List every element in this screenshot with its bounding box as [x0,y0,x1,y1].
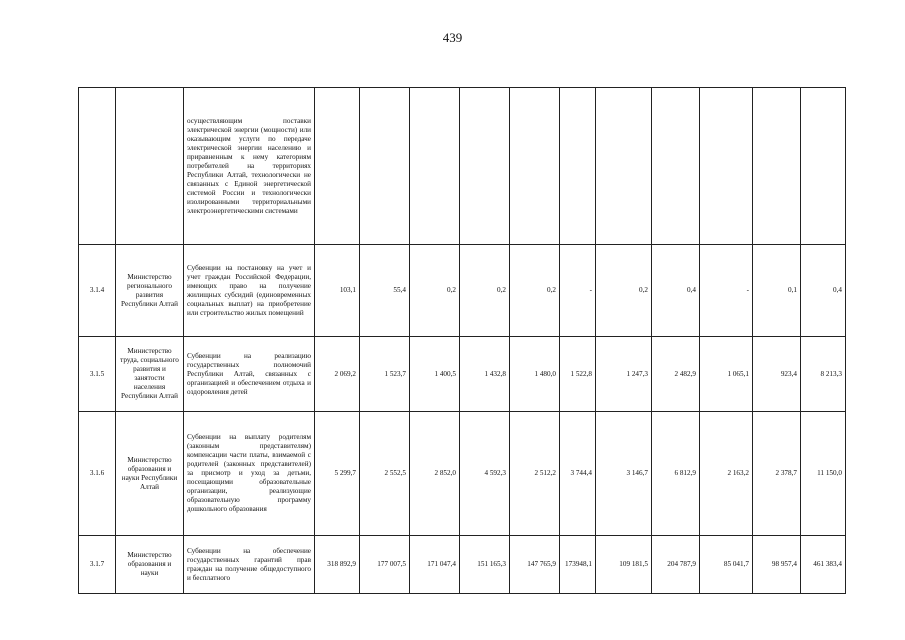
value-cell [315,88,360,245]
value-cell: 5 299,7 [315,412,360,536]
value-cell: 2 378,7 [753,412,801,536]
value-cell: 0,4 [652,245,700,337]
row-organization: Министерство регионального развития Республики Алтай [116,245,184,337]
value-cell: 3 146,7 [596,412,652,536]
value-cell [510,88,560,245]
table-row [79,536,846,594]
page-number: 439 [442,30,463,45]
value-cell: 1 523,7 [360,337,410,412]
value-cell: 204 787,9 [652,536,700,594]
value-cell: 923,4 [753,337,801,412]
table-row [79,88,846,245]
value-cell: 0,2 [460,245,510,337]
value-cell: 85 041,7 [700,536,753,594]
table-row [79,412,846,536]
value-cell [560,88,596,245]
value-cell: 2 163,2 [700,412,753,536]
value-cell: 98 957,4 [753,536,801,594]
value-cell: 2 552,5 [360,412,410,536]
row-organization: Министерство труда, социального развития и занятости населения Республики Алтай [116,337,184,412]
row-description: осуществляющим поставки электрической энергии (мощности) или оказывающим услуги по передаче электрической энергии населению и приравненным к нему категориям потребителей на территориях Республики Алтай, технологически не связанных с Единой энергетической системой России и технологически изолированными территориальными электроэнергетическими системами [184,88,315,245]
value-cell: 177 007,5 [360,536,410,594]
value-cell: 1 400,5 [410,337,460,412]
value-cell [596,88,652,245]
row-code: 3.1.4 [79,245,116,337]
value-cell: 461 383,4 [801,536,846,594]
row-description: Субвенции на реализацию государственных полномочий Республики Алтай, связанных с организацией и обеспечением отдыха и оздоровления детей [184,337,315,412]
value-cell: 0,2 [410,245,460,337]
table-body [79,88,846,594]
row-description: Субвенции на выплату родителям (законным представителям) компенсации части платы, взимаемой с родителей (законных представителей) за присмотр и уход за детьми, посещающими образовательные организации, реализующие образовательную программу дошкольного образования [184,412,315,536]
row-description: Субвенции на постановку на учет и учет граждан Российской Федерации, имеющих право на получение жилищных субсидий (единовременных социальных выплат) на приобретение или строительство жилых помещений [184,245,315,337]
value-cell: 1 522,8 [560,337,596,412]
value-cell [700,88,753,245]
value-cell [652,88,700,245]
value-cell: 2 512,2 [510,412,560,536]
row-code: 3.1.6 [79,412,116,536]
value-cell: 0,4 [801,245,846,337]
value-cell: 151 165,3 [460,536,510,594]
table-row [79,337,846,412]
row-code [79,88,116,245]
row-code: 3.1.7 [79,536,116,594]
value-cell: 0,1 [753,245,801,337]
value-cell: 2 482,9 [652,337,700,412]
value-cell [460,88,510,245]
row-code: 3.1.5 [79,337,116,412]
budget-table [78,87,846,594]
value-cell: 3 744,4 [560,412,596,536]
value-cell: 1 480,0 [510,337,560,412]
row-organization: Министерство образования и науки [116,536,184,594]
value-cell: 173948,1 [560,536,596,594]
value-cell: 4 592,3 [460,412,510,536]
value-cell: 0,2 [510,245,560,337]
value-cell [801,88,846,245]
value-cell [410,88,460,245]
value-cell: 2 069,2 [315,337,360,412]
value-cell [360,88,410,245]
value-cell: - [700,245,753,337]
value-cell: 1 065,1 [700,337,753,412]
value-cell: 8 213,3 [801,337,846,412]
value-cell: 0,2 [596,245,652,337]
value-cell: 147 765,9 [510,536,560,594]
value-cell: 1 432,8 [460,337,510,412]
value-cell [753,88,801,245]
table-row [79,245,846,337]
row-organization [116,88,184,245]
value-cell: 2 852,0 [410,412,460,536]
value-cell: 11 150,0 [801,412,846,536]
value-cell: 103,1 [315,245,360,337]
value-cell: 6 812,9 [652,412,700,536]
value-cell: - [560,245,596,337]
value-cell: 171 047,4 [410,536,460,594]
value-cell: 318 892,9 [315,536,360,594]
value-cell: 109 181,5 [596,536,652,594]
value-cell: 1 247,3 [596,337,652,412]
row-description: Субвенции на обеспечение государственных гарантий прав граждан на получение общедоступного и бесплатного [184,536,315,594]
row-organization: Министерство образования и науки Республики Алтай [116,412,184,536]
value-cell: 55,4 [360,245,410,337]
